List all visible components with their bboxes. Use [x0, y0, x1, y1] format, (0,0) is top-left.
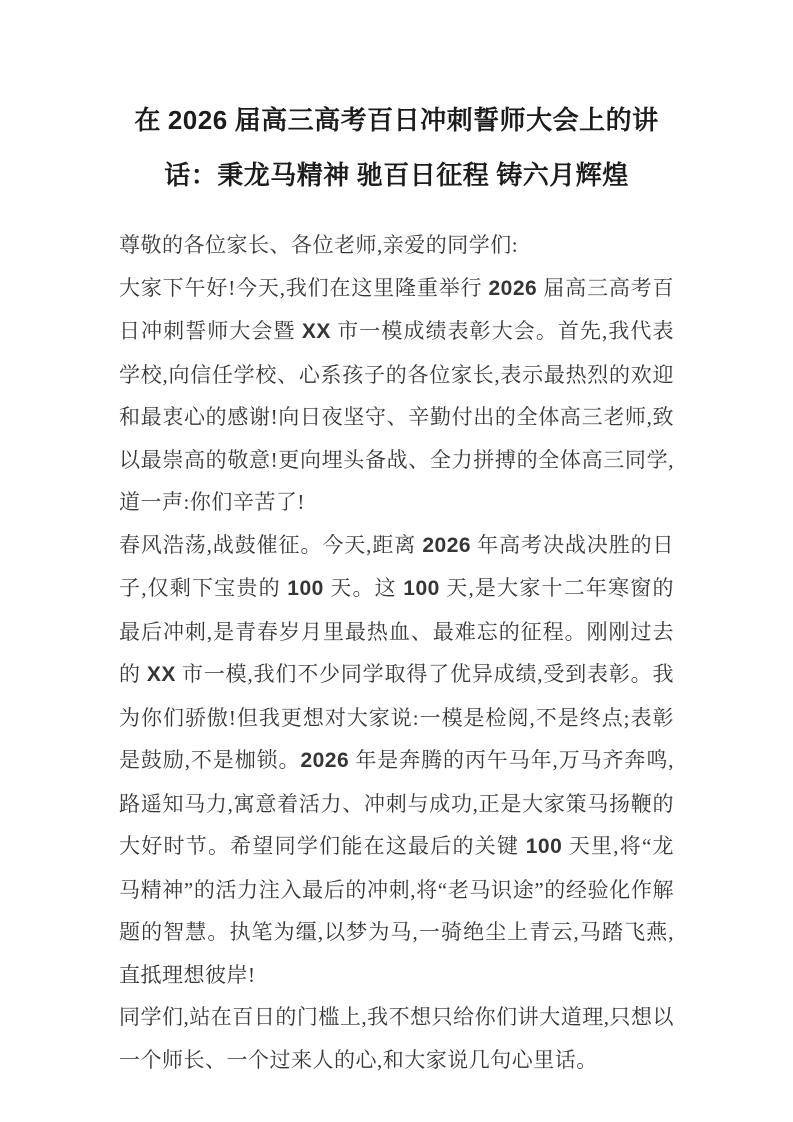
- paragraph-greeting: 大家下午好!今天,我们在这里隆重举行 2026 届高三高考百日冲刺誓师大会暨 XX 市一模成绩表彰大会。首先,我代表学校,向信任学校、心系孩子的各位家长,表示最热烈的欢迎和最衷心的感谢!向日夜坚守、辛勤付出的全体高三老师,致以最崇高的敬意!更向埋头备战、全力拼搏的全体高三同学,道一声:你们辛苦了!: [119, 275, 675, 514]
- latin-run: 100: [287, 577, 324, 600]
- latin-run: XX: [301, 320, 331, 343]
- latin-run: XX: [146, 663, 176, 686]
- latin-run: 2026: [300, 749, 350, 772]
- latin-run: 2026: [488, 276, 538, 300]
- latin-run: 100: [403, 577, 440, 600]
- paragraph-closing: 同学们,站在百日的门槛上,我不想只给你们讲大道理,只想以一个师长、一个过来人的心,和大家说几句心里话。: [119, 1005, 674, 1072]
- paragraph-salutation: 尊敬的各位家长、各位老师,亲爱的同学们:: [119, 233, 519, 257]
- latin-run: 2026: [167, 105, 228, 135]
- paragraph-countdown: 春风浩荡,战鼓催征。今天,距离 2026 年高考决战决胜的日子,仅剩下宝贵的 100 天。这 100 天,是大家十二年寒窗的最后冲刺,是青春岁月里最热血、最难忘的征程。刚刚过去的 XX 市一模,我们不少同学取得了优异成绩,受到表彰。我为你们骄傲!但我更想对大家说:一模是检阅,不是终点;表彰是鼓励,不是枷锁。2026 年是奔腾的丙午马年,万马齐奔鸣,路遥知马力,寓意着活力、冲刺与成功,正是大家策马扬鞭的大好时节。希望同学们能在这最后的关键 100 天里,将“龙马精神”的活力注入最后的冲刺,将“老马识途”的经验化作解题的智慧。执笔为缰,以梦为马,一骑绝尘上青云,马踏飞燕,直抵理想彼岸!: [119, 532, 675, 987]
- latin-run: 2026: [422, 533, 472, 557]
- document-body: [119, 224, 674, 1081]
- document-title: 在 2026 届高三高考百日冲刺誓师大会上的讲话：秉龙马精神 驰百日征程 铸六月辉煌: [134, 105, 659, 190]
- latin-run: 100: [525, 835, 563, 858]
